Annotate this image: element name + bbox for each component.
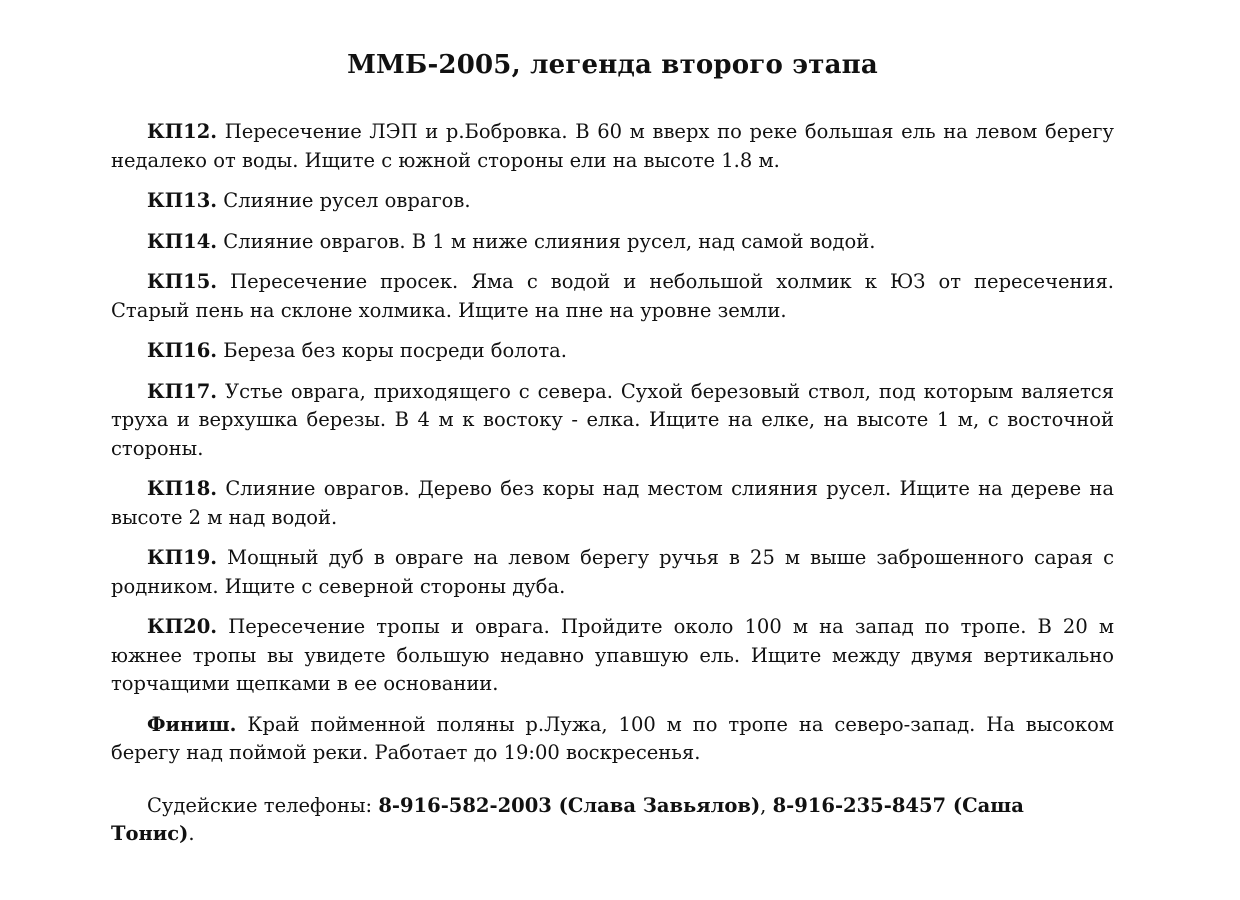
entry-kp13 xyxy=(111,187,1114,216)
phones-prefix: Судейские телефоны: xyxy=(147,793,379,817)
entry-text: Слияние русел оврагов. xyxy=(223,189,471,212)
entry-label: КП20. xyxy=(147,615,218,638)
phones-suffix: . xyxy=(188,822,195,845)
entry-label: Финиш. xyxy=(147,712,237,736)
entry-label: КП16. xyxy=(147,339,218,362)
phone-number-1: 8-916-582-2003 (Слава Завьялов) xyxy=(378,793,761,817)
entry-label: КП15. xyxy=(147,270,218,293)
phone-number-2: 8-916-235-8457 (Саша Тонис) xyxy=(111,793,1024,845)
entry-kp18 xyxy=(111,475,1114,532)
entry-text: Мощный дуб в овраге на левом берегу ручья в 25 м выше заброшенного сарая с родником. Ищите с северной стороны дуба. xyxy=(111,546,1114,598)
entry-kp14 xyxy=(111,228,1114,257)
entry-text: Пересечение тропы и оврага. Пройдите около 100 м на запад по тропе. В 20 м южнее тропы вы увидете большую недавно упавшую ель. Ищите между двумя вертикально торчащими щепками в ее основании. xyxy=(111,615,1114,695)
entry-finish xyxy=(111,711,1114,768)
entry-label: КП12. xyxy=(147,120,218,143)
entry-text: Устье оврага, приходящего с севера. Сухой березовый ствол, под которым валяется труха и верхушка березы. В 4 м к востоку - елка. Ищите на елке, на высоте 1 м, с восточной стороны. xyxy=(111,379,1114,460)
entry-kp12 xyxy=(111,118,1114,175)
entry-text: Слияние оврагов. В 1 м ниже слияния русел, над самой водой. xyxy=(223,229,876,253)
entry-kp19 xyxy=(111,544,1114,601)
entry-kp15 xyxy=(111,268,1114,325)
entry-label: КП17. xyxy=(147,379,218,403)
entry-text: Береза без коры посреди болота. xyxy=(223,339,567,362)
entry-text: Пересечение ЛЭП и р.Бобровка. В 60 м вверх по реке большая ель на левом берегу недалеко от воды. Ищите с южной стороны ели на высоте 1.8 м. xyxy=(111,120,1114,172)
entry-text: Пересечение просек. Яма с водой и небольшой холмик к ЮЗ от пересечения. Старый пень на склоне холмика. Ищите на пне на уровне земли. xyxy=(111,270,1114,322)
entry-label: КП14. xyxy=(147,229,218,253)
phones-separator: , xyxy=(760,793,773,817)
document-page xyxy=(111,50,1114,849)
entry-label: КП18. xyxy=(147,477,218,500)
entry-text: Край пойменной поляны р.Лужа, 100 м по тропе на северо-запад. На высоком берегу над поймой реки. Работает до 19:00 воскресенья. xyxy=(111,712,1114,764)
page-title: ММБ-2005, легенда второго этапа xyxy=(347,50,878,80)
entry-label: КП13. xyxy=(147,189,218,212)
entry-text: Слияние оврагов. Дерево без коры над местом слияния русел. Ищите на дереве на высоте 2 м над водой. xyxy=(111,477,1114,529)
entry-label: КП19. xyxy=(147,546,218,569)
entry-kp16 xyxy=(111,337,1114,366)
entry-kp20 xyxy=(111,613,1114,699)
entry-kp17 xyxy=(111,378,1114,464)
judge-phones xyxy=(111,792,1114,849)
